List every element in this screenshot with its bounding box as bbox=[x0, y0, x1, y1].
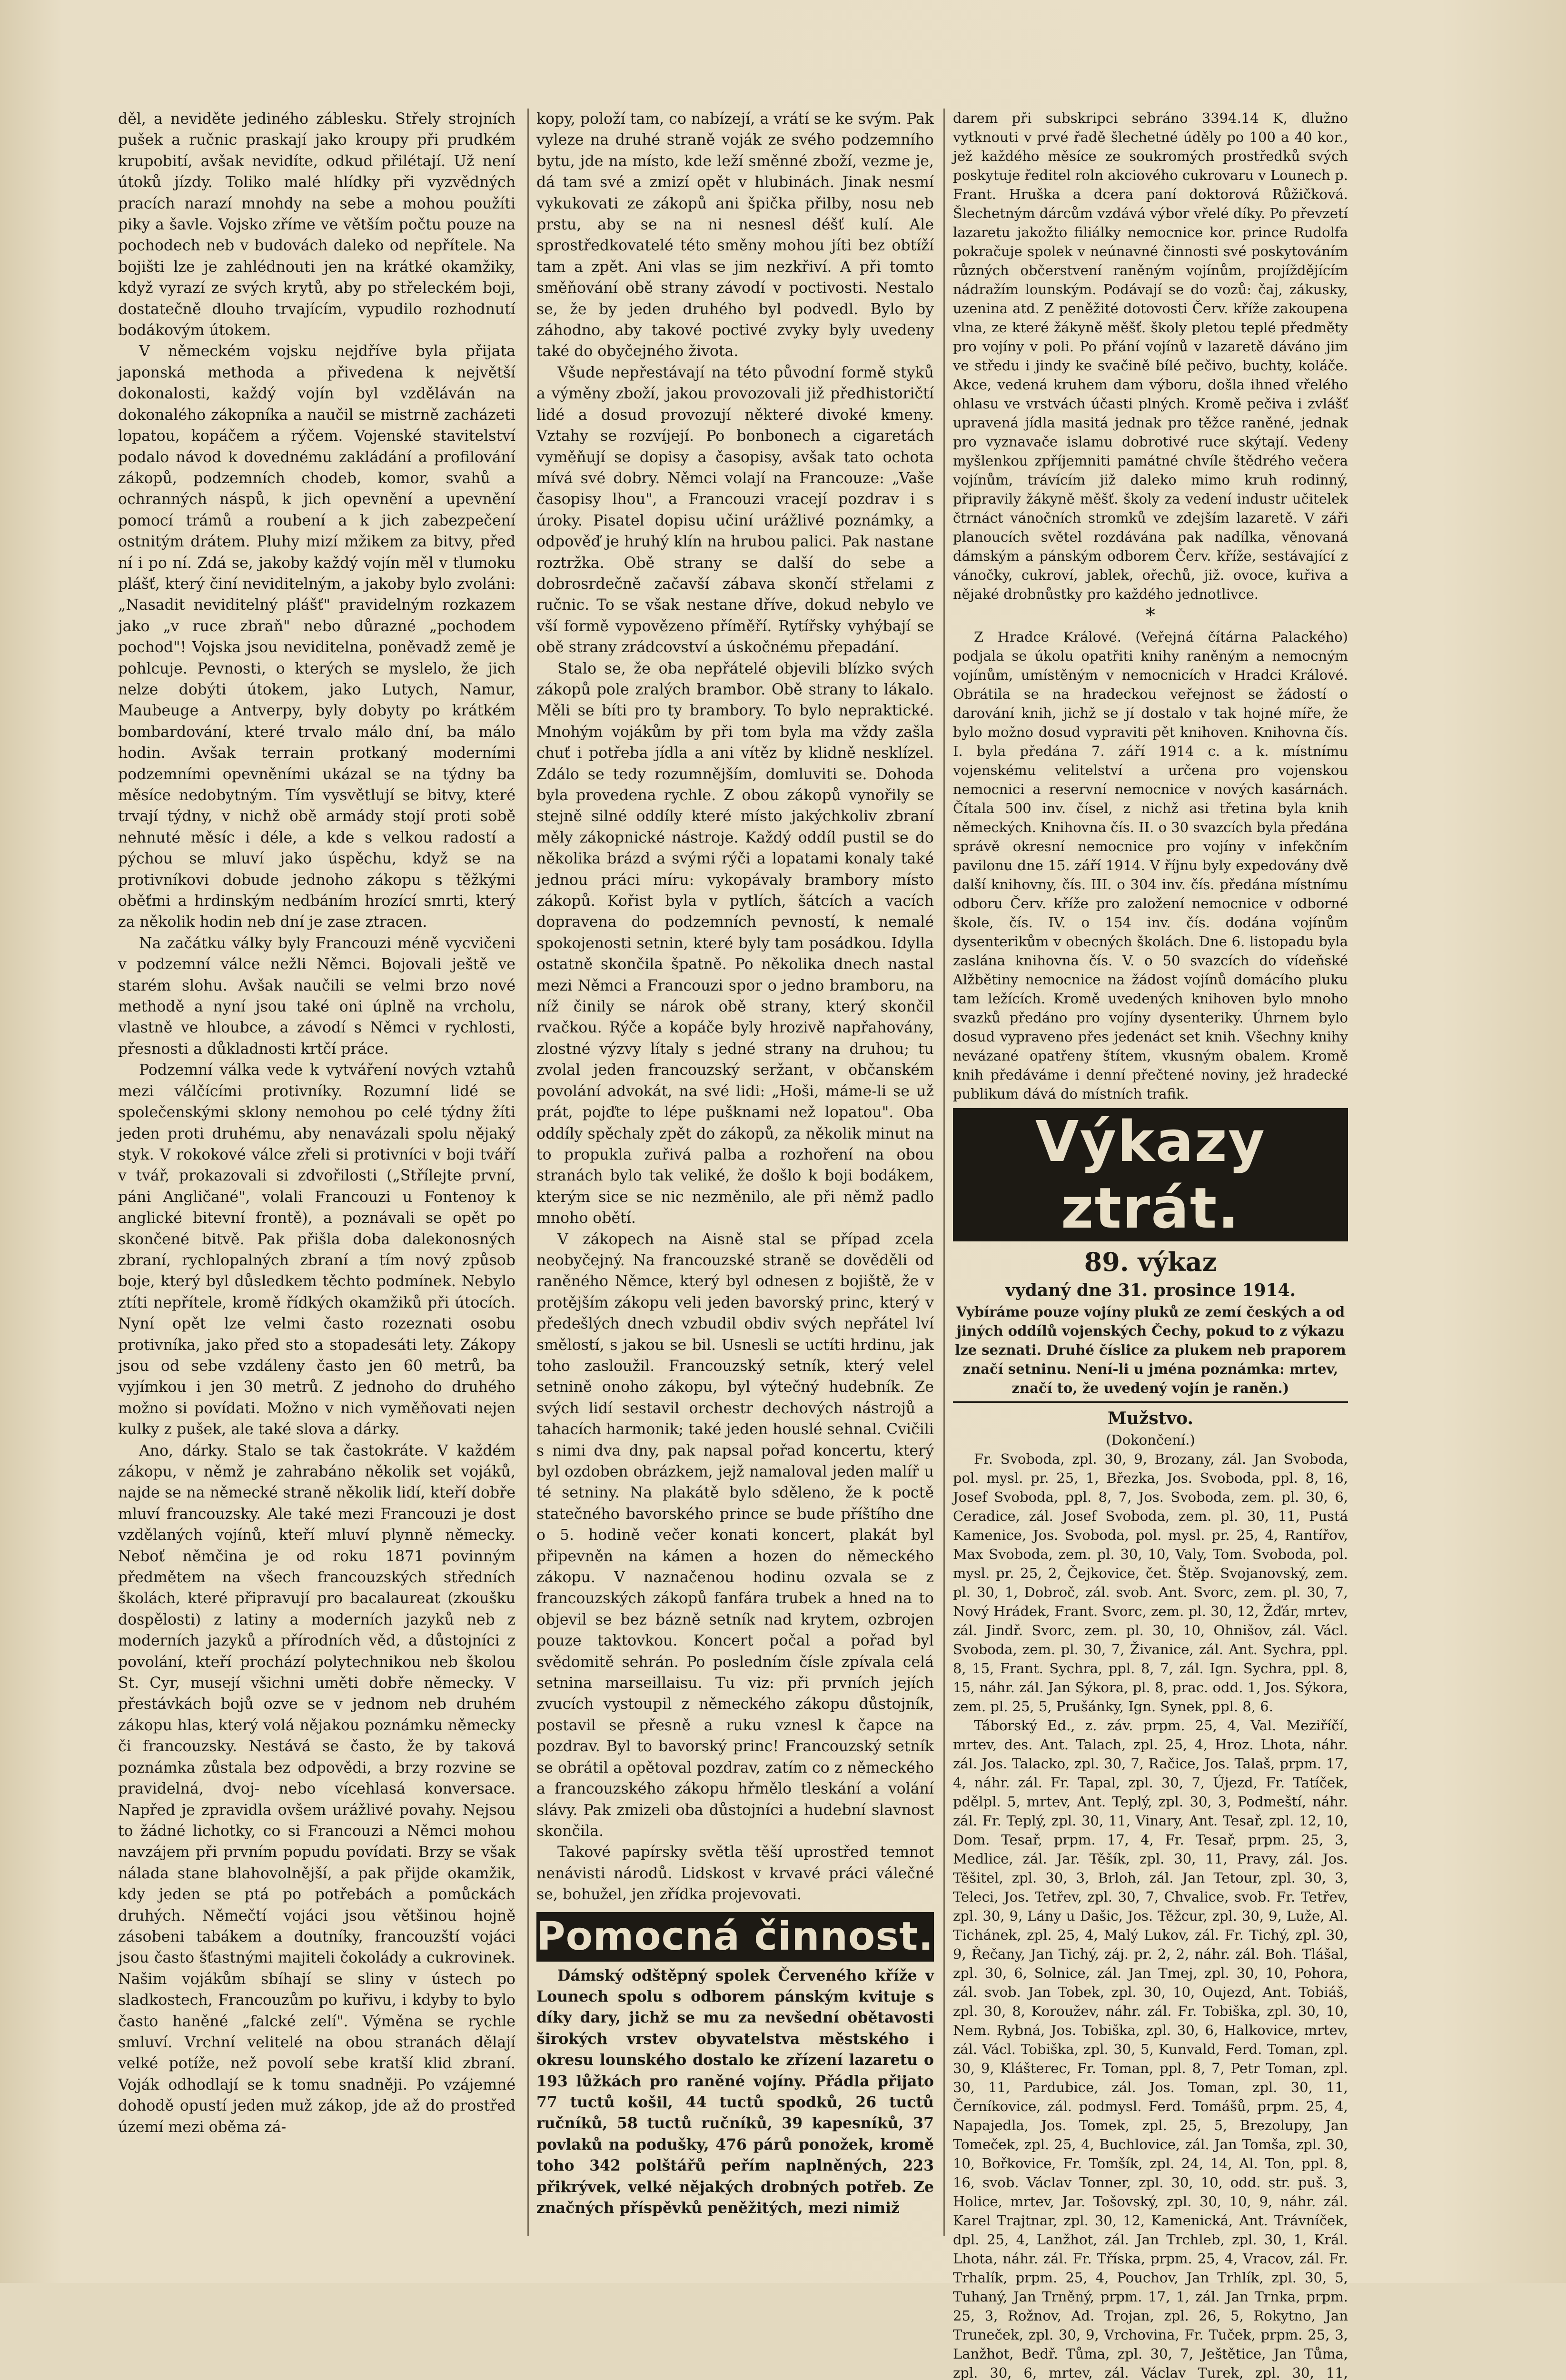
article-column-3 bbox=[953, 109, 1348, 2380]
losses-heading: Výkazy ztrát. bbox=[953, 1108, 1348, 1241]
paragraph: Podzemní válka vede k vytváření nových vztahů mezi válčícími protivníky. Rozumní lidé se společenskými sklony nemohou po celé týdny žíti jeden proti druhému, aby nenavázali spolu nějaký styk. V rokokové válce zřeli si protivníci v boji tváří v tvář, prokazovali si zdvořilosti („Střílejte první, páni Angličané", volali Francouzi u Fontenoy k anglické bitevní frontě), a poznávali se opět po skončené bitvě. Pak přišla doba dalekonosných zbraní, rychlopalných zbraní a tím nový způsob boje, který byl důsledkem těchto podmínek. Nebylo ztíti nepřítele, kromě řídkých okamžiků při útocích. Nyní opět lze velmi často rozeznati osobu protivníka, jako před sto a stopadesáti lety. Zákopy jsou od sebe vzdáleny často jen 60 metrů, ba vyjímkou i jen 30 metrů. Z jednoho do druhého možno si povídati. Možno v nich vyměňovati nejen kulky z pušek, ale také slova a dárky. bbox=[118, 1061, 515, 1438]
article-column-1 bbox=[118, 109, 515, 2236]
list-item: Táborský Ed., z. záv. prpm. 25, 4, Val. Meziříčí, mrtev, des. Ant. Talach, zpl. 25, 4, Hroz. Lhota, náhr. zál. Jos. Talacko, zpl. 30, 7, Račice, Jos. Talaš, prpm. 17, 4, náhr. zál. Fr. Tapal, zpl. 30, 7, Újezd, Fr. Tatíček, pdělpl. 5, mrtev, Ant. Teplý, zpl. 30, 3, Podmeští, náhr. zál. Fr. Teplý, zpl. 30, 11, Vinary, Ant. Tesař, zpl. 12, 10, Dom. Tesař, prpm. 17, 4, Fr. Tesař, prpm. 25, 3, Medlice, zál. Jar. Těšík, zpl. 30, 11, Pravy, zál. Jos. Těšitel, zpl. 30, 3, Brloh, zál. Jan Tetour, zpl. 30, 3, Teleci, Jos. Tetřev, zpl. 30, 7, Chvalice, svob. Fr. Tetřev, zpl. 30, 9, Lány u Dašic, Jos. Těžcur, zpl. 30, 9, Luže, Al. Tichánek, zpl. 25, 4, Malý Lukov, zál. Fr. Tichý, zpl. 30, 9, Řečany, Jan Tichý, záj. pr. 2, 2, náhr. zál. Boh. Tlášal, zpl. 30, 6, Solnice, zál. Jan Tmej, zpl. 30, 10, Pohora, zál. svob. Jan Tobek, zpl. 30, 10, Oujezd, Ant. Tobiáš, zpl. 30, 8, Koroužev, náhr. zál. Fr. Tobiška, zpl. 30, 10, Nem. Rybná, Jos. Tobiška, zpl. 30, 6, Halkovice, mrtev, zál. Václ. Tobiška, zpl. 30, 5, Kunvald, Ferd. Toman, zpl. 30, 9, Klášterec, Fr. Toman, ppl. 8, 7, Petr Toman, zpl. 30, 11, Pardubice, zál. Jos. Toman, zpl. 30, 11, Černíkovice, zál. podmysl. Ferd. Tomášů, prpm. 25, 4, Napajedla, Jos. Tomek, zpl. 25, 5, Brezolupy, Jan Tomeček, zpl. 25, 4, Buchlovice, zál. Jan Tomša, zpl. 30, 10, Bořkovice, Fr. Tomšík, zpl. 24, 14, Al. Ton, ppl. 8, 16, svob. Václav Tonner, zpl. 30, 10, odd. str. puš. 3, Holice, mrtev, Jar. Tošovský, zpl. 30, 10, 9, náhr. zál. Karel Trajtnar, zpl. 30, 12, Kamenická, Ant. Trávníček, dpl. 25, 4, Lanžhot, zál. Jan Trchleb, zpl. 30, 1, Král. Lhota, náhr. zál. Fr. Tříska, prpm. 25, 4, Vracov, zál. Fr. Trhalík, prpm. 25, 4, Pouchov, Jan Trhlík, zpl. 30, 5, Tuhaný, Jan Trněný, prpm. 17, 1, zál. Jan Trnka, prpm. 25, 3, Rožnov, Ad. Trojan, zpl. 26, 5, Rokytno, Jan Truneček, zpl. 30, 9, Vrchovina, Fr. Tuček, prpm. 25, 3, Lanžhot, Bedř. Tůma, zpl. 30, 7, Ještětice, Jan Tůma, zpl. 30, 6, mrtev, zál. Václav Turek, zpl. 30, 11, bbox=[953, 1717, 1348, 2380]
paragraph: Stalo se, že oba nepřátelé objevili blízko svých zákopů pole zralých brambor. Obě strany to lákalo. Měli se bíti pro ty brambory. To bylo nepraktické. Mnohým vojákům by při tom byla ma vždy zašla chuť i potřeba jídla a ani vítěz by klidně nesklízel. Zdálo se tedy rozumnějším, domluviti se. Dohoda byla provedena rychle. Z obou zákopů vynořily se stejně silné oddíly které místo jakýchkoliv zbraní měly zákopnické nástroje. Každý oddíl pustil se do několika brázd a svými rýči a lopatami konaly také jednou práci míru: vykopávaly brambory místo zákopů. Kořist byla v pytlích, šátcích a vacích dopravena do podzemních pevností, k nemalé spokojenosti setnin, které byly tam posádkou. Idylla ostatně skončila špatně. Po několika dnech nastal mezi Němci a Francouzi spor o jedno bramboru, na níž činily se nárok obě strany, který skončil rvačkou. Rýče a kopáče byly hrozivě napřahovány, zlostné výzvy lítaly s jedné strany na druhou; tu zvolal jeden francouzský seržant, v občanském povolání advokát, na své lidi: „Hoši, máme-li se už prát, pojďte to lépe pušknami než lopatou". Oba oddíly spěchaly zpět do zákopů, za několik minut na to propukla zuřivá palba a rozhoření na obou stranách bylo tak veliké, že došlo k boji bodákem, kterým sice se nic nezměnilo, ale při němž padlo mnoho obětí. bbox=[536, 660, 934, 1227]
relief-paragraph: Dámský odštěpný spolek Červeného kříže v Lounech spolu s odborem pánským kvituje s díky dary, jichž se mu za nevšední obětavosti širokých vrstev obyvatelstva městského i okresu lounského dostalo ke zřízení lazaretu o 193 lůžkách pro raněné vojíny. Přádla přijato 77 tuctů košil, 44 tuctů spodků, 26 tuctů ručníků, 58 tuctů ručníků, 39 kapesníků, 37 povlaků na podušky, 476 párů ponožek, kromě toho 342 polštářů peřím naplněných, 223 přikrývek, velké nějakých drobných potřeb. Ze značných příspěvků peněžitých, mezi nimiž bbox=[536, 1966, 934, 2217]
divider bbox=[953, 1401, 1348, 1403]
paragraph: Na začátku války byly Francouzi méně vycvičeni v podzemní válce nežli Němci. Bojovali ještě ve starém slohu. Avšak naučili se velmi brzo nové methodě a nyní jsou také oni úplně na vrcholu, vlastně ve hloubce, a závodí s Němci v rychlosti, přesnosti a důkladnosti krtčí práce. bbox=[118, 934, 515, 1058]
losses-intro: Vybíráme pouze vojíny pluků ze zemí českých a od jiných oddílů vojenských Čechy, pokud to z výkazu lze seznati. Druhé číslice za plukem neb praporem značí setninu. Není-li u jména poznámka: mrtev, značí to, že uvedený vojín je raněn.) bbox=[955, 1304, 1346, 1396]
paragraph: Ano, dárky. Stalo se tak častokráte. V každém zákopu, v němž je zahrabáno několik set vojáků, najde se na německé straně několik lidí, kteří dobře mluví francouzsky. Ale také mezi Francouzi je dost vzdělaných vojínů, kteří mluví plynně německy. Neboť němčina je od roku 1871 povinným předmětem na všech francouzských středních školách, které připravují pro bacalaureat (zkoušku dospělosti) z latiny a moderních jazyků neb z moderních jazyků a přírodních věd, a důstojníci z povolání, kteří prochází polytechnikou neb školou St. Cyr, musejí všichni uměti dobře německy. V přestávkách bojů ozve se v jednom neb druhém zákopu hlas, který volá nějakou poznámku německy či francouzsky. Nestává se často, že by taková poznámka zůstala bez odpovědi, a brzy rozvine se pravidelná, dvoj- nebo vícehlasá konversace. Napřed je zpravidla ovšem urážlivé povahy. Nejsou to žádné lichotky, co si Francouzi a Němci mohou navzájem při prvním popudu povídati. Brzy se však nálada stane blahovolnější, a pak přijde okamžik, kdy jeden se ptá po potřebách a pomůckách druhých. Němečtí vojáci jsou většinou hojně zásobeni tabákem a doutníky, francouzští vojáci jsou často šťastnými majiteli čokolády a cukrovinek. Našim vojákům sbíhají se sliny v ústech po sladkostech, Francouzům po kuřivu, i kdyby to bylo často haněné „falcké zelí". Výměna se rychle smluví. Vrchní velitelé na obou stranách dělají velké potíže, než povolí sebe kratší klid zbraní. Voják odhodlají se k tomu snadněji. Po vzájemné dohodě opustí jeden muž zákop, jde až do prostřed území mezi oběma zá- bbox=[118, 1442, 515, 2136]
section-heading-relief: Pomocná činnost. bbox=[536, 1912, 934, 1962]
list-item: Fr. Svoboda, zpl. 30, 9, Brozany, zál. Jan Svoboda, pol. mysl. pr. 25, 1, Březka, Jos. Svoboda, ppl. 8, 16, Josef Svoboda, ppl. 8, 7, Jos. Svoboda, zem. pl. 30, 6, Ceradice, zál. Josef Svoboda, zem. pl. 30, 11, Pustá Kamenice, Jos. Svoboda, pol. mysl. pr. 25, 4, Rantířov, Max Svoboda, zem. pl. 30, 10, Valy, Tom. Svoboda, pol. mysl. pr. 25, 2, Čejkovice, čet. Štěp. Svojanovský, zem. pl. 30, 1, Dobroč, zál. svob. Ant. Svorc, zem. pl. 30, 7, Nový Hrádek, Frant. Svorc, zem. pl. 30, 12, Žďár, mrtev, zál. Jindř. Svorc, zem. pl. 30, 10, Ohnišov, zál. Václ. Svoboda, zem. pl. 30, 7, Živanice, zál. Ant. Sychra, ppl. 8, 15, Frant. Sychra, ppl. 8, 7, zál. Ign. Sychra, ppl. 8, 15, náhr. zál. Jan Sýkora, pl. 8, prac. odd. 1, Jos. Sýkora, zem. pl. 25, 5, Prušánky, Ign. Synek, ppl. 8, 6. bbox=[953, 1451, 1348, 1715]
paragraph: Takové papírsky světla těší uprostřed temnot nenávisti národů. Lidskost v krvavé práci válečné se, bohužel, jen zřídka projevovati. bbox=[536, 1844, 934, 1904]
paragraph: Z Hradce Králové. (Veřejná čítárna Palackého) podjala se úkolu opatřiti knihy raněným a nemocným vojínům, umístěným v nemocnicích v Hradci Králové. Obrátila se na hradeckou veřejnost se žádostí o darování knih, jichž se jí dostalo v tak hojné míře, že bylo možno dosud vypraviti pět knihoven. Knihovna čís. I. byla předána 7. září 1914 c. a k. místnímu vojenskému velitelství a určena pro vojenskou nemocnici a reservní nemocnice v nových kasárnách. Čítala 500 inv. čísel, z nichž asi třetina byla knih německých. Knihovna čís. II. o 30 svazcích byla předána správě okresní nemocnice pro vojíny v infekčním pavilonu dne 15. září 1914. V říjnu byly expedovány dvě další knihovny, čís. III. o 304 inv. čís. předána místnímu odboru Červ. kříže pro založení nemocnice v odborné škole, čís. IV. o 154 inv. čís. dodána vojínům dysenterikům v obecných školách. Dne 6. listopadu byla zaslána knihovna čís. V. o 50 svazcích do vídeňské Alžbětiny nemocnice na žádost vojínů domácího pluku tam ležících. Kromě uvedených knihoven bylo mnoho svazků předáno pro vojíny dysenteriky. Úhrnem bylo dosud vypraveno přes jedenáct set knih. Všechny knihy nevázané opatřeny štítem, vkusným obalem. Kromě knih předáváme i denní přečtené noviny, jež hradecké publikum dává do místních trafik. bbox=[953, 629, 1348, 1102]
paragraph: V německém vojsku nejdříve byla přijata japonská methoda a přivedena k největší dokonalosti, každý vojín byl vzděláván na dokonalého zákopníka a naučil se mistrně zacházeti lopatou, kopáčem a rýčem. Vojenské stavitelství podalo návod k dovednému zakládání a profilování zákopů, podzemních chodeb, komor, svahů a ochranných náspů, k jich opevnění a upevnění pomocí trámů a roubení a k jich zabezpečení ostnitým drátem. Pluhy mizí mžikem za bitvy, před ní i po ní. Zdá se, jakoby každý vojín měl v tlumoku plášť, který činí neviditelným, a jakoby bylo zvoláni: „Nasadit neviditelný plášť" pravidelným rozkazem jako „v ruce zbraň" nebo důrazné „pochodem pochod"! Vojska jsou neviditelna, poněvadž země je pohlcuje. Pevnosti, o kterých se myslelo, že jich nelze dobýti útokem, jako Lutych, Namur, Maubeuge a Antverpy, byly dobyty po krátkém bombardování, které trvalo málo dní, ba málo hodin. Avšak terrain protkaný moderními podzemními opevněními ukázal se na týdny ba měsíce nedobytným. Tím vysvětlují se bitvy, které trvají týdny, v nichž obě armády stojí proti sobě nehnuté měsíc i déle, a kde s velkou radostí a pýchou se mluví jako úspěchu, když se na protivníkovi dobude jednoho zákopu s těžkými oběťmi a hrdinským nedbáním hrozící smrti, který za několik hodin neb dní je zase ztracen. bbox=[118, 343, 515, 931]
paragraph: kopy, položí tam, co nabízejí, a vrátí se ke svým. Pak vyleze na druhé straně voják ze svého podzemního bytu, jde na místo, kde leží směnné zboží, vezme je, dá tam své a zmizí opět v hlubinách. Jinak nesmí vykukovati ze zákopů ani špička přilby, nosu neb prstu, aby se na ni nesnesl déšť kulí. Ale sprostředkovatelé této směny mohou jíti bez obtíží tam a zpět. Ani vlas se jim nezkřiví. A při tomto směňování obě strany závodí v poctivosti. Nestalo se, že by jeden druhého byl podvedl. Bylo by záhodno, aby takové poctivé zvyky byly uvedeny také do obyčejného života. bbox=[536, 110, 934, 360]
paragraph: darem při subskripci sebráno 3394.14 K, dlužno vytknouti v prvé řadě šlechetné úděly po 100 a 40 kor., jež každého měsíce ze soukromých prostředků svých poskytuje ředitel roln akciového cukrovaru v Lounech p. Frant. Hruška a dcera paní doktorová Růžičková. Šlechetným dárcům vzdává výbor vřelé díky. Po převzetí lazaretu jakožto filiálky nemocnice kor. prince Rudolfa pokračuje spolek v neúnavné činnosti své poskytováním různých občerstvení raněným vojínům, projíždějícím nádražím lounským. Podávají se do vozů: čaj, zákusky, uzenina atd. Z peněžité dotovosti Červ. kříže zakoupena vlna, ze které žákyně měšť. školy pletou teplé předměty pro vojíny v poli. Po přání vojínů v lazaretě dáváno jim ve středu i jindy ke svačině bílé pečivo, buchty, koláče. Akce, vedená kruhem dam výboru, došla ihned vřelého ohlasu ve vrstvách účasti plných. Kromě pečiva i zvlášť upravená jídla masitá jednak pro těžce raněné, jednak pro vyznavače islamu dobrotivé ruce skýtají. Vedeny myšlenkou zpříjemniti památné chvíle štědrého večera vojínům, trávícím již daleko mimo kruh rodinný, připravily žákyně měšť. školy za vedení industr učitelek čtrnáct vánočních stromků ve zdejším lazaretě. V záři planoucích světel rozdávána pak nadílka, věnovaná dámským a pánským odborem Červ. kříže, sestávající z vánočky, cukroví, jablek, ořechů, již. ovoce, kuřiva a nějaké drobnůstky pro každého jednotlivce. bbox=[953, 110, 1348, 602]
separator-star: * bbox=[1146, 605, 1155, 626]
section-subtitle: (Dokončení.) bbox=[1106, 1432, 1195, 1448]
article-column-2 bbox=[536, 109, 934, 2236]
column-divider bbox=[943, 109, 945, 2236]
losses-number: 89. výkaz bbox=[1084, 1247, 1217, 1277]
paragraph: Všude nepřestávají na této původní formě styků a výměny zboží, jakou provozovali již předhistoričtí lidé a dosud provozují některé divoké kmeny. Vztahy se rozvíjejí. Po bonbonech a cigaretách vyměňují se dopisy a časopisy, avšak tato ochota mívá své dobry. Němci volají na Francouze: „Vaše časopisy lhou", a Francouzi vracejí pozdrav i s úroky. Pisatel dopisu učiní urážlivé poznámky, a odpověď je hruhý klín na hrubou palici. Pak nastane roztržka. Obě strany se další do sebe a dobrosrdečně začavší zábava skončí střelami z ručnic. To se však nestane dříve, dokud nebylo ve vší formě vypovězeno příměří. Rytířsky vyhýbají se obě strany zrádcovství a úskočnému přepadání. bbox=[536, 364, 934, 656]
paragraph: V zákopech na Aisně stal se případ zcela neobyčejný. Na francouzské straně se dověděli od raněného Němce, který byl odnesen z bojiště, že v protějším zákopu veli jeden bavorský princ, který v předešlých dnech vzbudil obdiv svých nepřátel lví smělostí, s jakou se bil. Usnesli se uctíti hrdinu, jak toho zasloužil. Francouzský setník, který velel setnině onoho zákopu, byl výtečný hudebník. Ze svých lidí sestavil orchestr dechových nástrojů a tahacích harmonik; také jeden houslé sehnal. Cvičili s nimi dva dny, pak napsal pořad koncertu, který byl ozdoben obrázkem, jejž namaloval jeden malíř u té setniny. Na plakátě bylo sděleno, že k poctě statečného bavorského prince se bude příštího dne o 5. hodině večer konati koncert, plakát byl připevněn na kámen a hozen do německého zákopu. V naznačenou hodinu ozvala se z francouzských zákopů fanfára trubek a hned na to objevil se bez bázně setník nad krytem, ozbrojen pouze taktovkou. Koncert počal a pořad byl svědomitě sehrán. Po posledním čísle zpívala celá setnina marseillaisu. Tu viz: při prvních jejích zvucích vystoupil z německého zákopu důstojník, postavil se přesně a ruku vznesl k čapce na pozdrav. Byl to bavorský princ! Francouzský setník se obrátil a opětoval pozdrav, zatím co z německého a francouzského zákopu hřmělo tleskání a volání slávy. Pak zmizeli oba důstojníci a hudební slavnost skončila. bbox=[536, 1230, 934, 1840]
losses-date: vydaný dne 31. prosince 1914. bbox=[1005, 1280, 1296, 1300]
section-title: Mužstvo. bbox=[1107, 1408, 1194, 1428]
column-divider bbox=[527, 109, 529, 2236]
paragraph: děl, a neviděte jediného záblesku. Střely strojních pušek a ručnic praskají jako kroupy při prudkém krupobití, avšak nevidíte, odkud přilétají. Už není útoků jízdy. Toliko malé hlídky při vyzvědných pracích narazí mnohdy na sebe a mohou použíti piky a šavle. Vojsko zříme ve větším počtu pouze na pochodech neb v budovách daleko od nepřítele. Na bojišti lze je zahlédnouti jen na krátké okamžiky, když vyrazí ze svých krytů, aby po střeleckém boji, dostatečně dlouho trvajícím, vypudilo rozhodnutí bodákovým útokem. bbox=[118, 110, 515, 339]
